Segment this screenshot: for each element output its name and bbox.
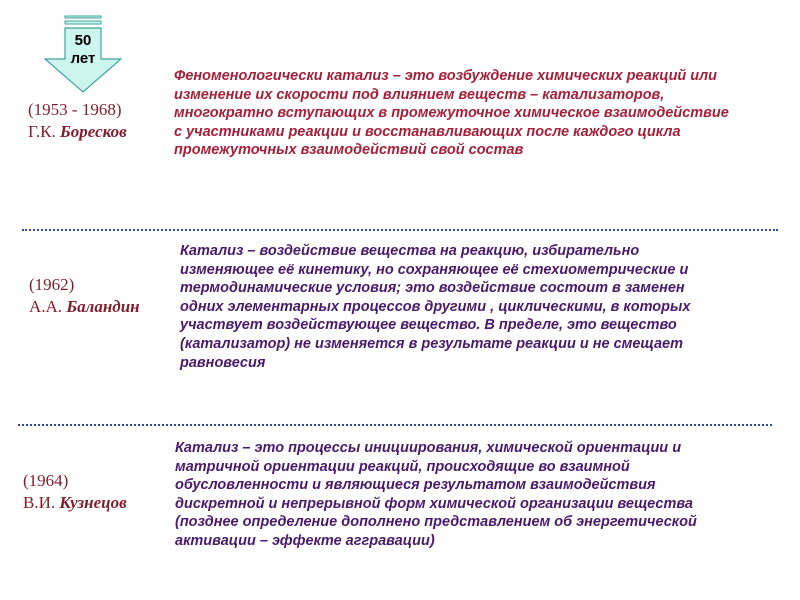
author-initials: А.А. bbox=[29, 297, 63, 316]
author-name bbox=[23, 492, 127, 514]
author-balandin bbox=[29, 274, 140, 318]
author-boreskov bbox=[28, 99, 127, 143]
section-divider bbox=[22, 229, 778, 231]
arrow-label-number: 50 bbox=[74, 32, 92, 49]
author-years: (1962) bbox=[29, 275, 75, 294]
author-name bbox=[28, 121, 127, 143]
author-surname: Кузнецов bbox=[59, 493, 127, 512]
section-divider bbox=[18, 424, 772, 426]
author-years: (1964) bbox=[23, 471, 69, 490]
definition-kuznetsov: Катализ – это процессы инициирования, химической ориентации и матричной ориентации реакций, происходящие во взаимной обусловленности и являющиеся результатом взаимодействия дискретной и непрерывной форм химической организации вещества (позднее определение дополнено представлением об энергетической активации – эффекте аггравации) bbox=[175, 440, 697, 549]
definition-boreskov: Феноменологически катализ – это возбуждение химических реакций или изменение их скорости под влиянием веществ – катализаторов, многократно вступающих в промежуточное химическое взаимодействие с участниками реакции и восстанавливающих после каждого цикла промежуточных взаимодействий свой состав bbox=[174, 68, 729, 159]
author-name bbox=[29, 296, 140, 318]
years-arrow-badge bbox=[44, 14, 122, 94]
author-initials: В.И. bbox=[23, 493, 56, 512]
author-initials: Г.К. bbox=[28, 122, 56, 141]
arrow-label-unit: лет bbox=[70, 50, 96, 67]
definition-balandin: Катализ – воздействие вещества на реакцию, избирательно изменяющее её кинетику, но сохраняющее её стехиометрические и термодинамические условия; это воздействие состоит в заменен одних элементарных процессов другими , циклическими, в которых участвует воздействующее вещество. В пределе, это вещество (катализатор) не изменяется в результате реакции и не смещает равновесия bbox=[180, 243, 691, 371]
arrow-label bbox=[44, 32, 122, 68]
author-surname: Боресков bbox=[60, 122, 127, 141]
author-surname: Баландин bbox=[66, 297, 140, 316]
author-kuznetsov bbox=[23, 470, 127, 514]
author-years: (1953 - 1968) bbox=[28, 100, 122, 119]
